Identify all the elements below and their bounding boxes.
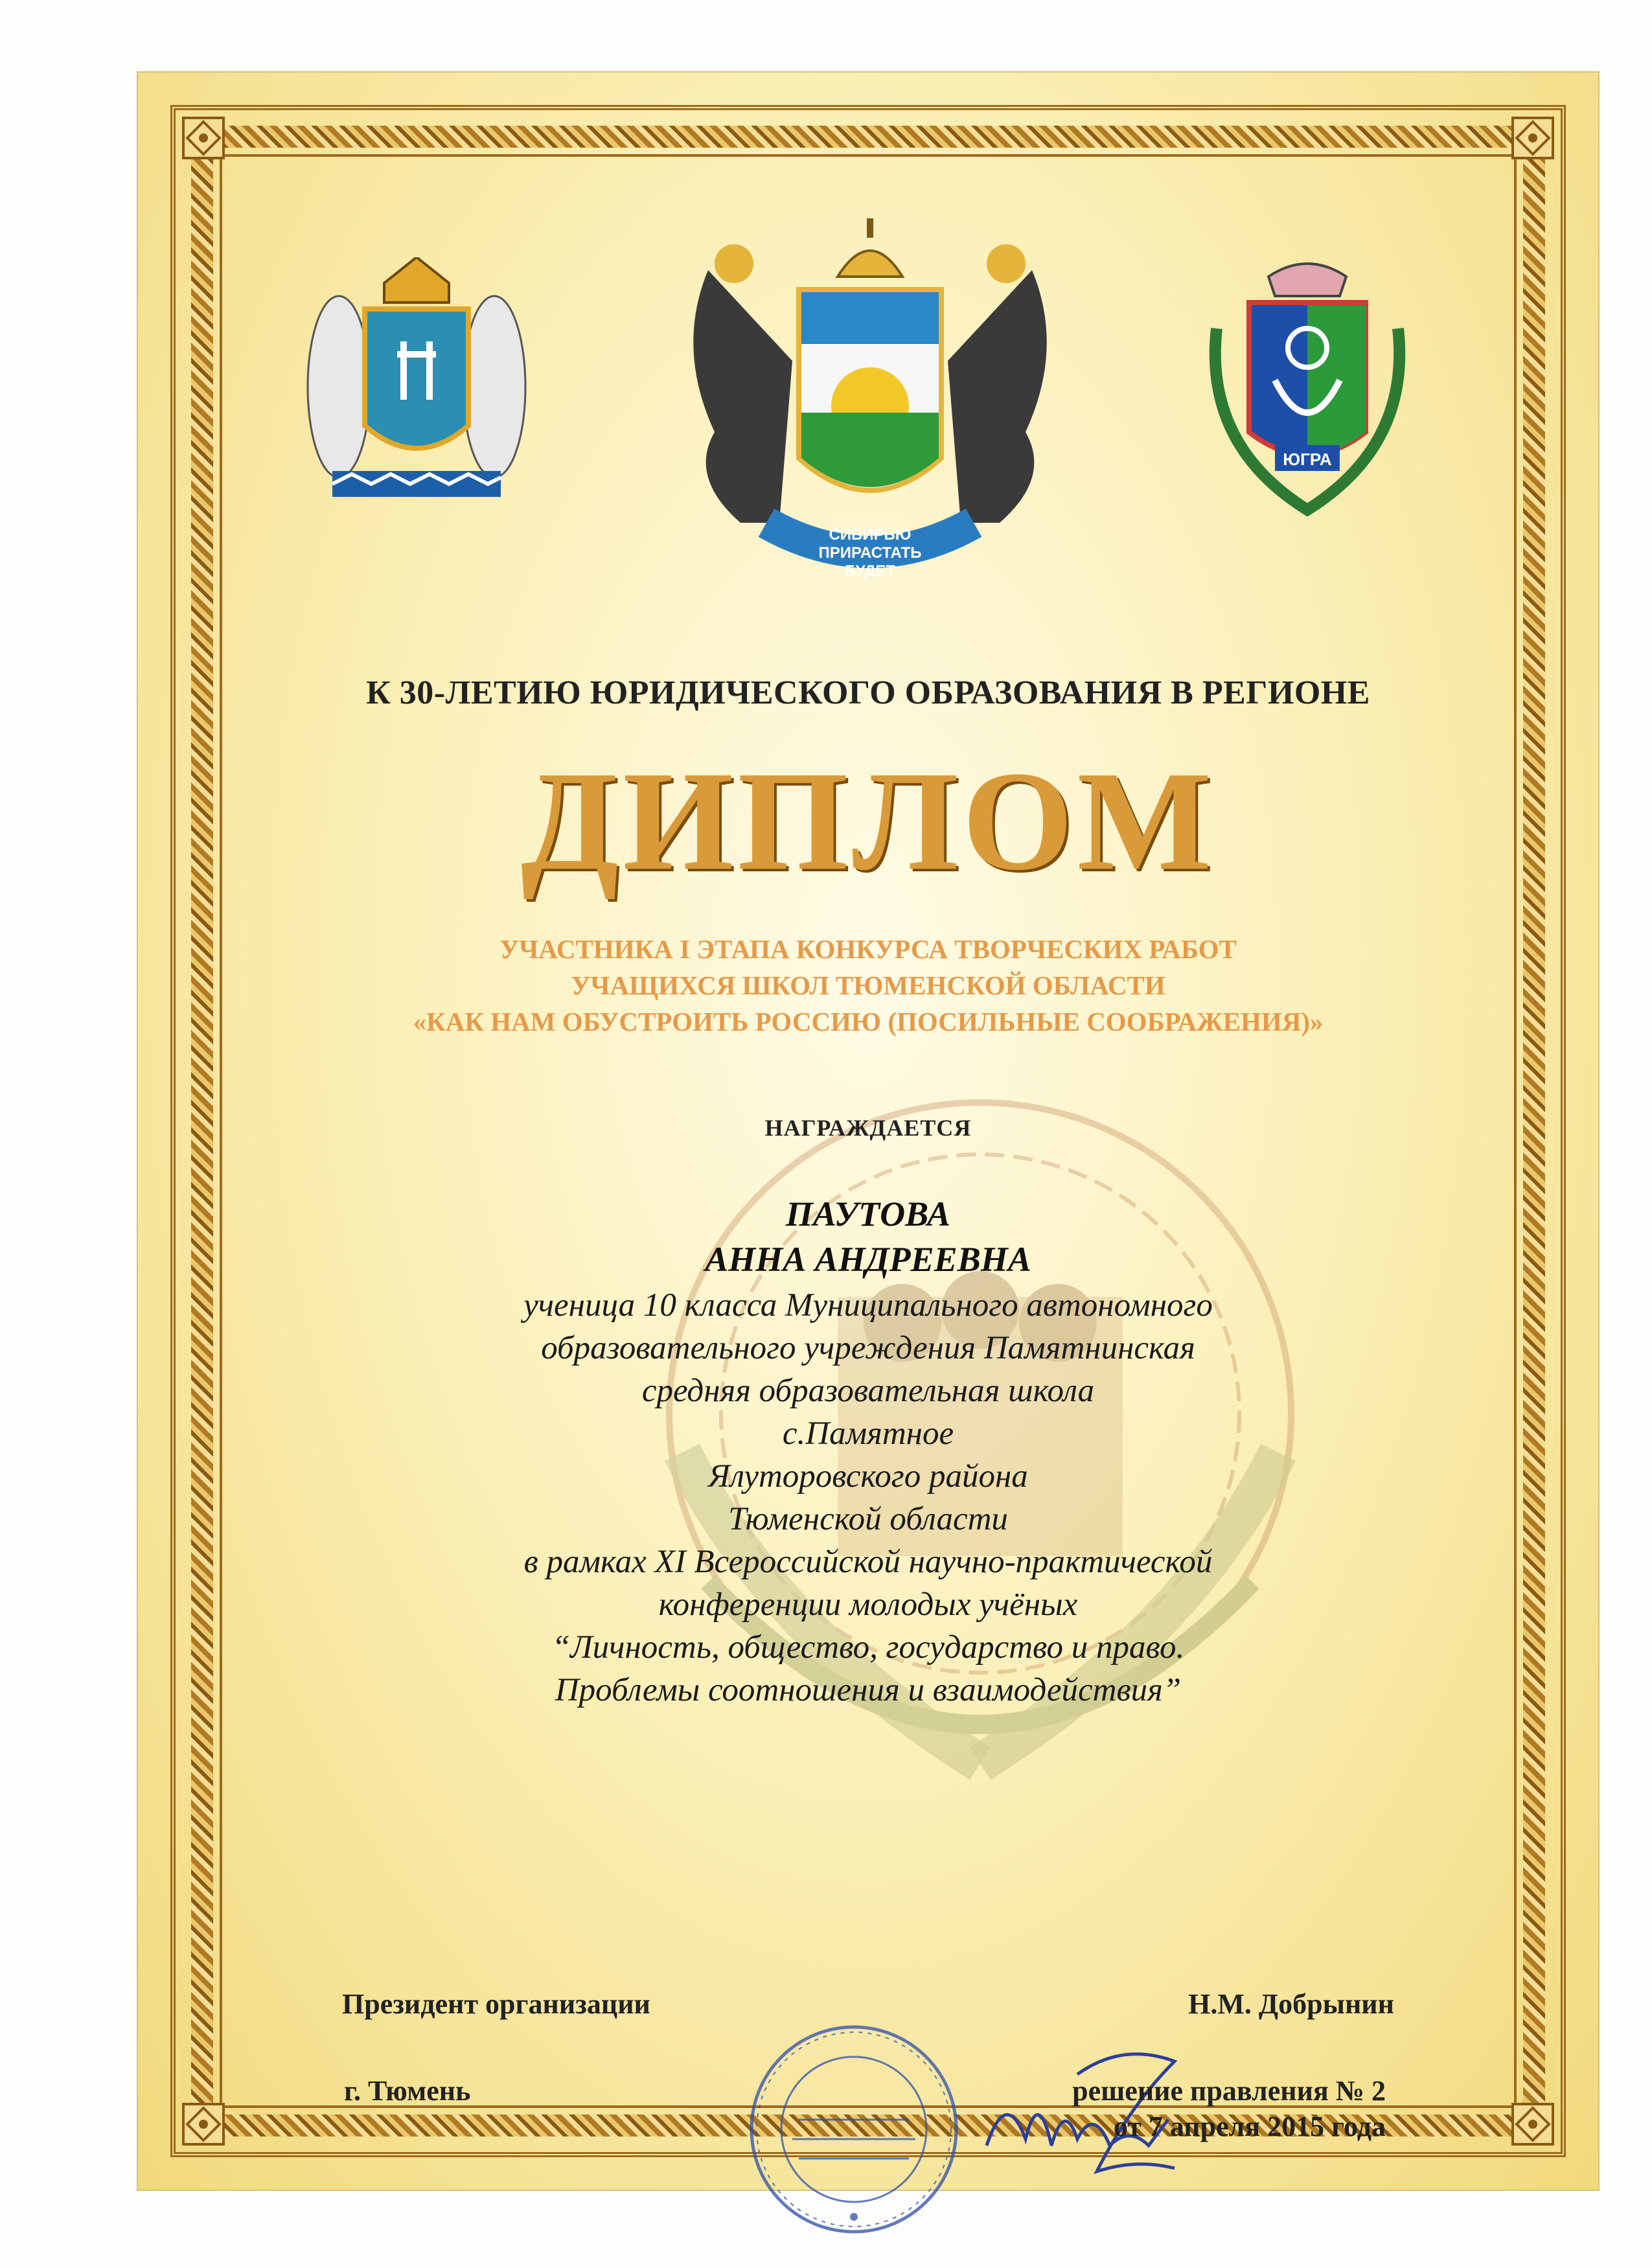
yugra-coat-of-arms-icon [1204, 251, 1411, 516]
diploma-sheet [138, 73, 1598, 2190]
occasion-heading: К 30-ЛЕТИЮ ЮРИДИЧЕСКОГО ОБРАЗОВАНИЯ В РЕГИОНЕ [366, 674, 1370, 711]
body-line: Проблемы соотношения и взаимодействия” [555, 1672, 1182, 1708]
decision-date: от 7 апреля 2015 года [1113, 2111, 1386, 2142]
recipient-given-names: АННА АНДРЕЕВНА [705, 1240, 1031, 1279]
recipient-surname: ПАУТОВА [785, 1195, 951, 1233]
diploma-title: ДИПЛОМ [520, 742, 1216, 900]
corner-ornament-icon [181, 2102, 226, 2147]
body-line: Тюменской области [728, 1501, 1008, 1537]
body-line: с.Памятное [782, 1415, 954, 1452]
body-line: ученица 10 класса Муниципального автономного [523, 1287, 1213, 1323]
yamal-coat-of-arms-icon [306, 257, 527, 510]
city-label: г. Тюмень [344, 2075, 471, 2107]
body-line: средняя образовательная школа [641, 1373, 1095, 1409]
subtitle-line: УЧАЩИХСЯ ШКОЛ ТЮМЕНСКОЙ ОБЛАСТИ [571, 970, 1165, 1000]
corner-ornament-icon [1510, 115, 1555, 161]
body-line: Ялуторовского района [708, 1458, 1028, 1495]
awarded-label: НАГРАЖДАЕТСЯ [764, 1115, 972, 1141]
corner-ornament-icon [1510, 2102, 1555, 2147]
decision-line: решение правления № 2 [1072, 2075, 1386, 2107]
president-label: Президент организации [342, 1988, 650, 2020]
subtitle-line: УЧАСТНИКА I ЭТАПА КОНКУРСА ТВОРЧЕСКИХ РАБОТ [499, 934, 1237, 964]
corner-ornament-icon [181, 115, 226, 161]
body-line: в рамках XI Всероссийской научно-практической [523, 1544, 1213, 1580]
organization-seal-icon [747, 2022, 961, 2236]
yugra-ribbon-text: ЮГРА [1283, 450, 1332, 469]
body-line: “Личность, общество, государство и право. [551, 1629, 1185, 1666]
subtitle-line: «КАК НАМ ОБУСТРОИТЬ РОССИЮ (ПОСИЛЬНЫЕ СООБРАЖЕНИЯ)» [413, 1007, 1324, 1037]
tyumen-motto-ribbon: СИБИРЬЮ ПРИРАСТАТЬ БУДЕТ [818, 526, 922, 580]
president-name: Н.М. Добрынин [1188, 1988, 1394, 2020]
body-line: конференции молодых учёных [658, 1586, 1078, 1623]
body-line: образовательного учреждения Памятнинская [541, 1330, 1195, 1366]
